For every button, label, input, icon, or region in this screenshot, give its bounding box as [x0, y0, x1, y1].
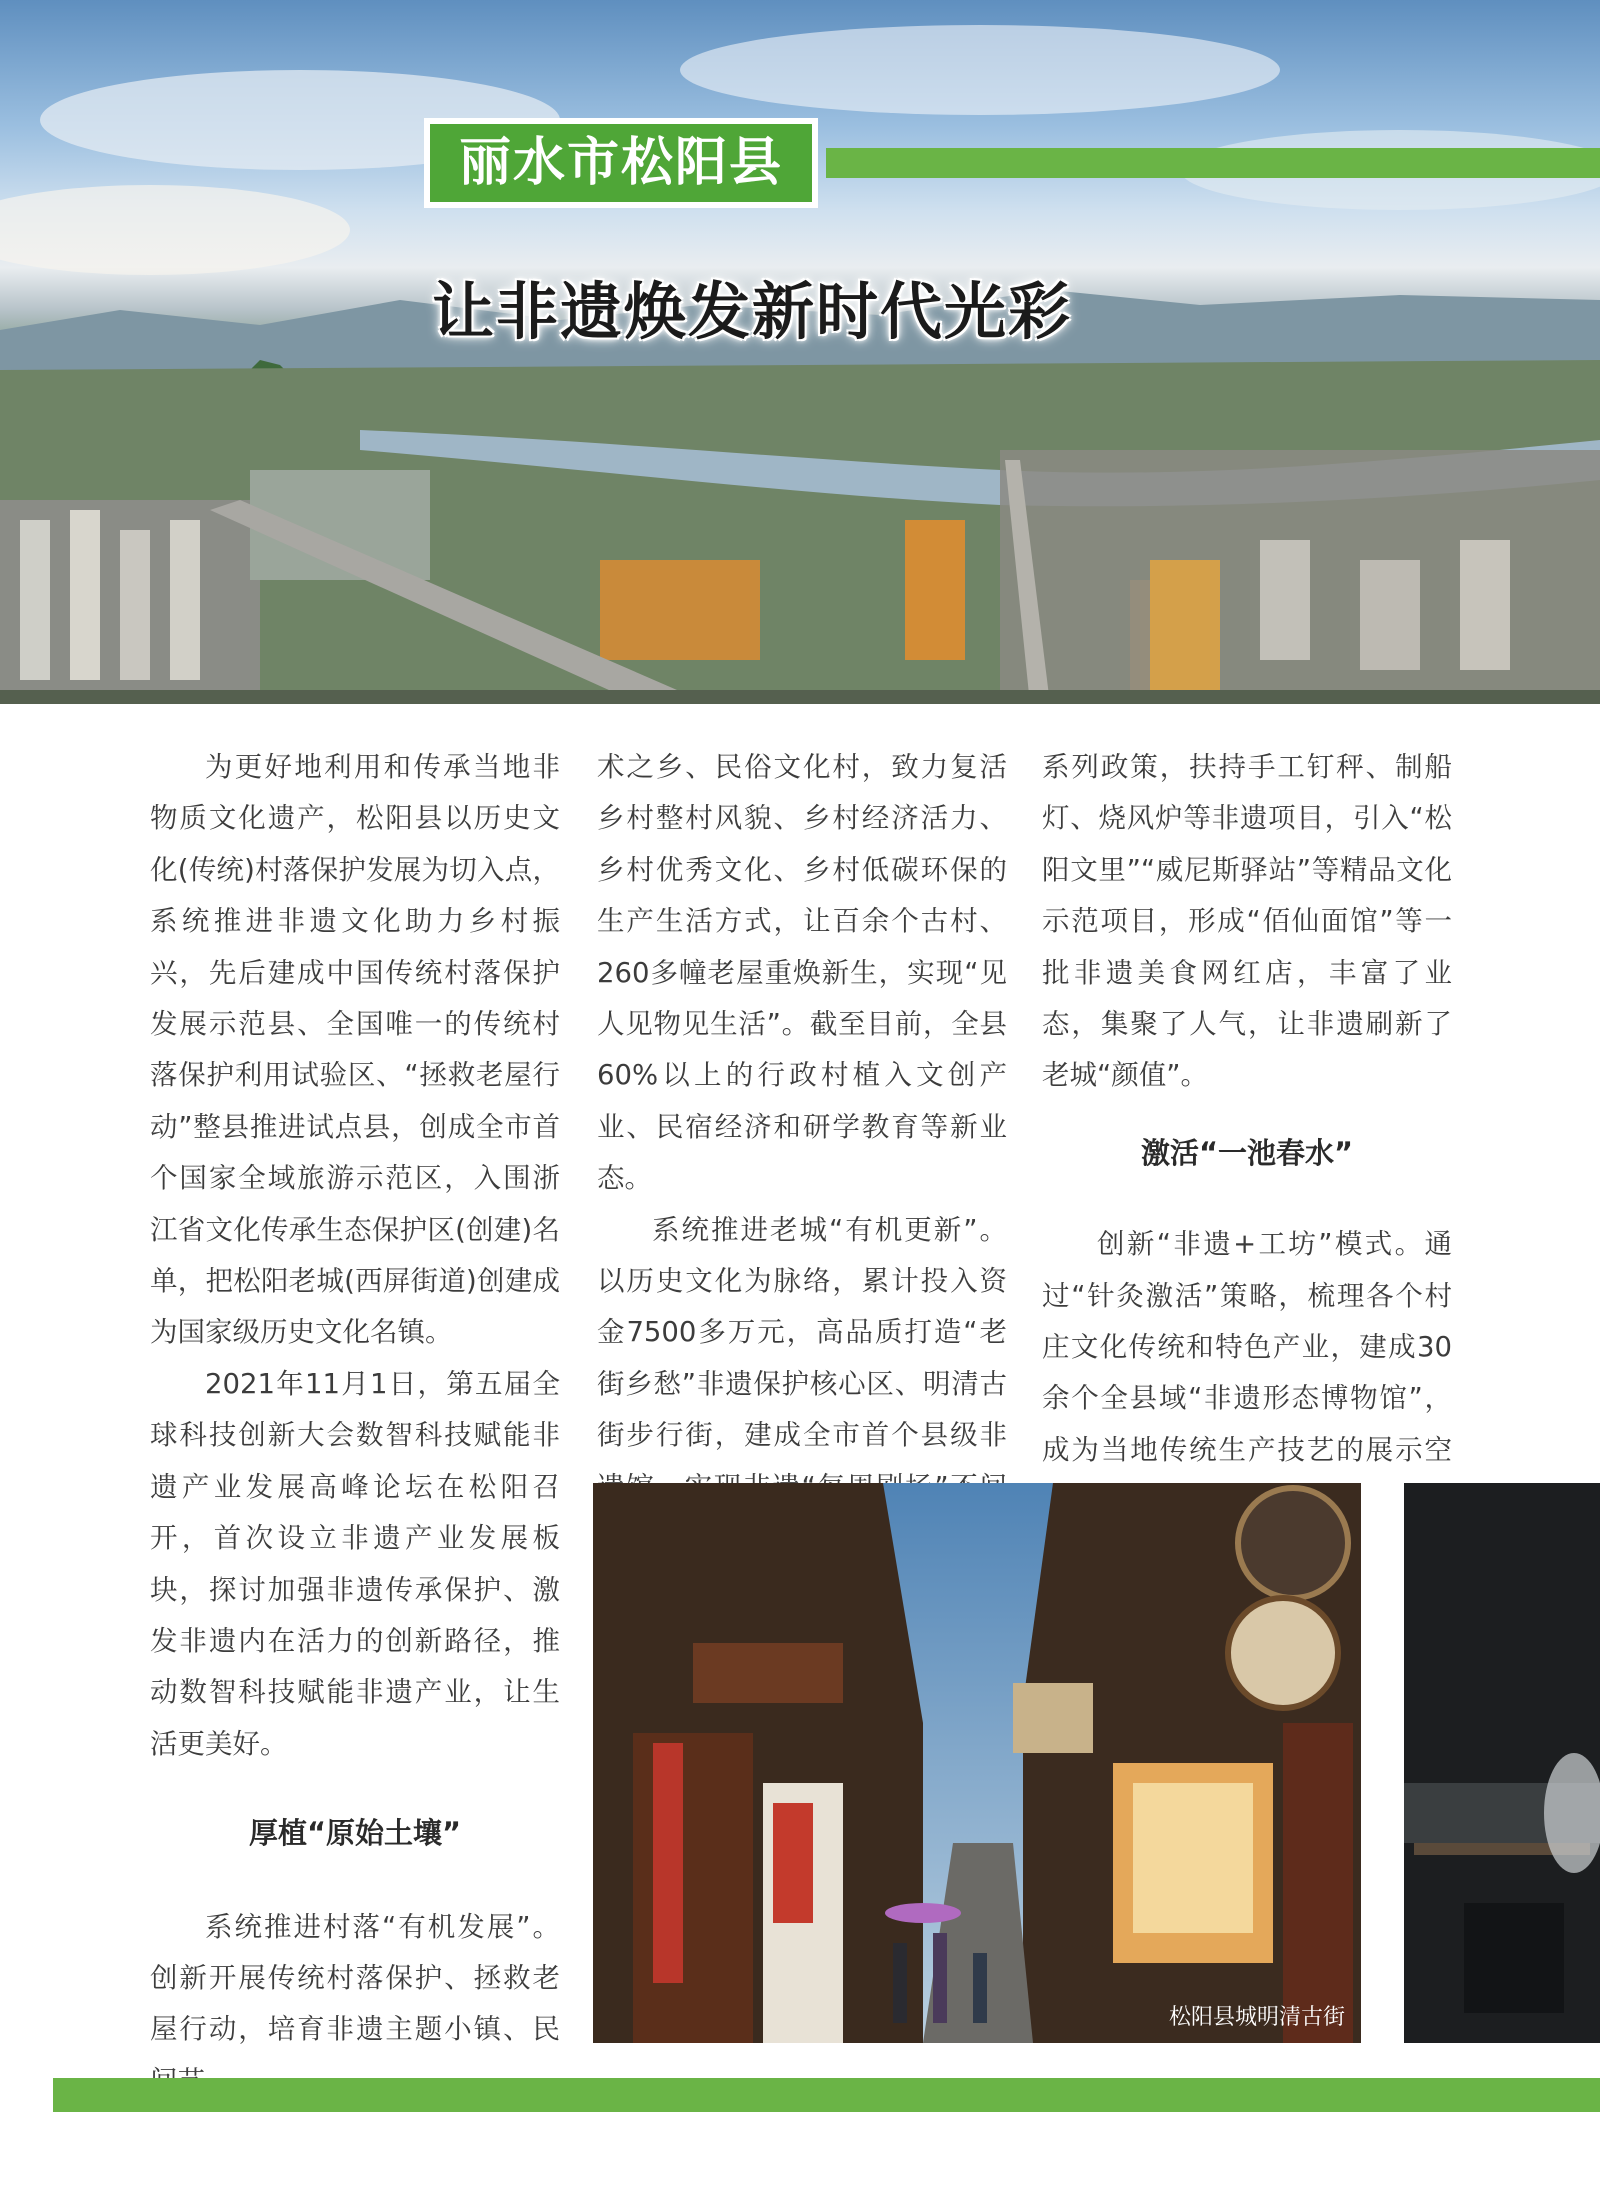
paragraph: 系统推进村落“有机发展”。创新开展传统村落保护、拯救老屋行动，培育非遗主题小镇、民	[150, 1910, 560, 2046]
workshop-illustration	[1404, 1483, 1600, 2043]
photo-caption: 松阳县城明清古街	[1168, 2005, 1345, 2030]
paragraph: 系列政策，扶持手工钉秤、制船灯、烧风炉等非遗项目，引入“松阳文里”“威尼斯驿站”等精品文化示范项目，形成“佰仙面馆”等一批非遗美食网红店，丰富了业态，集聚了人气，让非遗刷新了老城“颜值”。	[1042, 751, 1452, 1092]
article-column-1	[150, 742, 560, 2107]
paragraph: 2021年11月1日，第五届全球科技创新大会数智科技赋能非遗产业发展高峰论坛在松阳召开，首次设立非遗产业发展板块，探讨加强非遗传承保护、激发非遗内在活力的创新路径，推动数智科技赋能非遗产业，让生活更美好。	[150, 1367, 560, 1760]
paragraph: 创新“非遗+工坊”模式。通过“针灸激活”策略，梳理各个村庄文化传统和特色产业，建成30余个全县域“非遗形态博物馆”，成为当地传统生产技艺的展示空	[1042, 1228, 1452, 1466]
article-column-2	[597, 742, 1007, 1565]
title-accent-bar	[826, 148, 1600, 178]
footer-accent-bar	[53, 2078, 1600, 2112]
article-column-3	[1042, 742, 1452, 1528]
section-heading: 激活“一池春水”	[1140, 1135, 1354, 1170]
article-title: 让非遗焕发新时代光彩	[432, 275, 1073, 348]
workshop-photo	[1404, 1483, 1600, 2043]
old-street-photo	[593, 1483, 1361, 2043]
city-panorama-illustration	[0, 0, 1600, 704]
paragraph: 术之乡、民俗文化村，致力复活乡村整村风貌、乡村经济活力、乡村优秀文化、乡村低碳环保的生产生活方式，让百余个古村、260多幢老屋重焕新生，实现“见人见物见生活”。截至目前，全县60%以上的行政村植入文创产业、民宿经济和研学教育等新业态。	[597, 751, 1007, 1195]
old-street-illustration	[593, 1483, 1361, 2043]
section-heading: 厚植“原始土壤”	[248, 1816, 462, 1851]
paragraph: 系统推进老城“有机更新”。以历史文化为脉络，累计投入资金7500多万元，高品质打造“老街乡愁”非遗保护核心区、明清古街步行街，建成全市首个县级非	[597, 1213, 1007, 1452]
location-tag: 丽水市松阳县	[424, 118, 818, 208]
paragraph: 为更好地利用和传承当地非物质文化遗产，松阳县以历史文化(传统)村落保护发展为切入点，系统推进非遗文化助力乡村振兴，先后建成中国传统村落保护发展示范县、全国唯一的传统村落保护利用试验区、“拯救老屋行动”整县推进试点县，创成全市首个国家全域旅游示范区，入围浙江省文化传承生态保护区(创建)名单，把松阳老城(西屏街道)创建成为国家级历史文化名镇。	[150, 751, 560, 1349]
hero-panorama-image	[0, 0, 1600, 704]
